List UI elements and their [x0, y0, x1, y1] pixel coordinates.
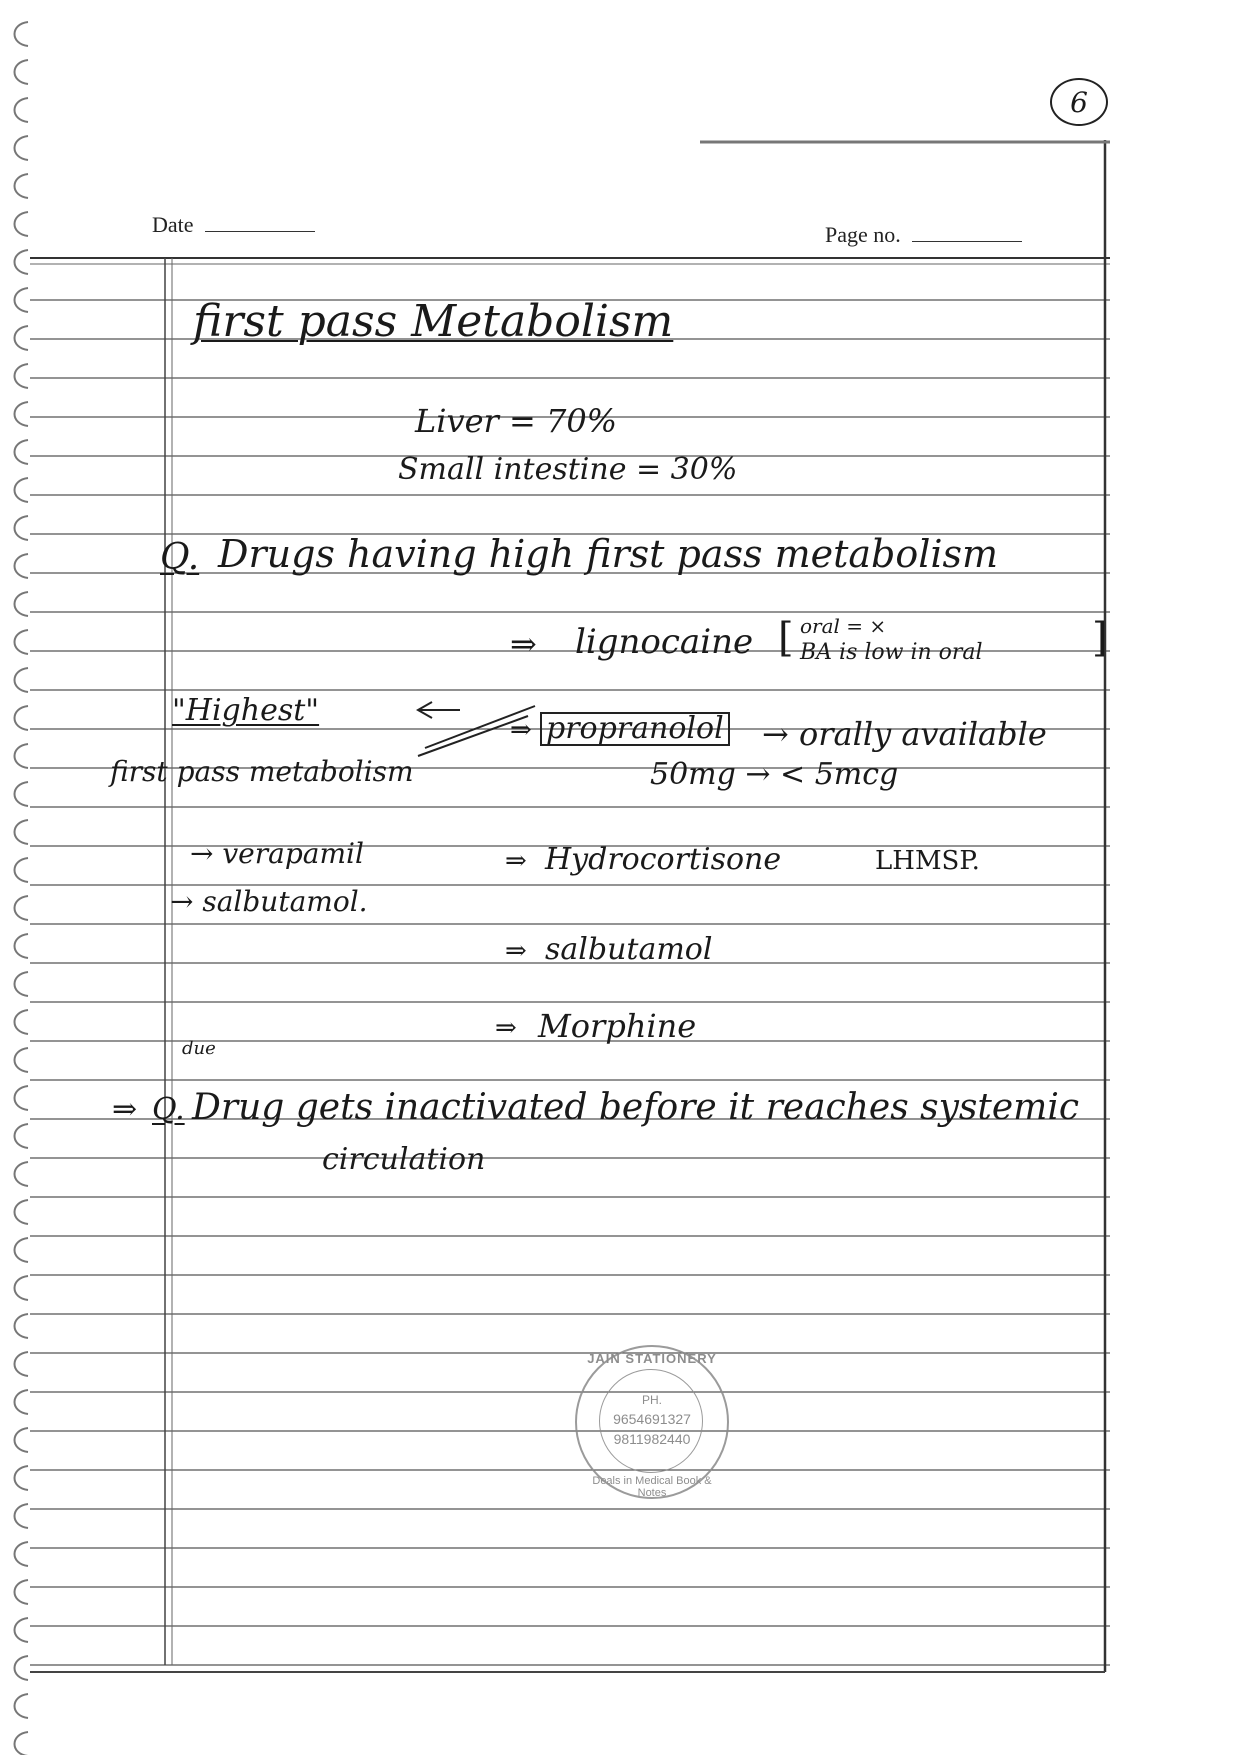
- left-salbutamol: → salbutamol.: [170, 885, 368, 918]
- drug-hydrocortisone: Hydrocortisone: [545, 842, 782, 877]
- arrow-hydrocortisone: ⇒: [505, 846, 527, 876]
- date-label: Date: [152, 212, 194, 237]
- drug-morphine: Morphine: [538, 1007, 697, 1045]
- propranolol-note: → orally available: [762, 715, 1047, 753]
- stationery-stamp: JAIN STATIONERY PH. 9654691327 9811982440 Deals in Medical Book & Notes: [575, 1345, 729, 1499]
- left-verapamil: → verapamil: [190, 837, 364, 870]
- page-no-label: Page no.: [825, 222, 901, 247]
- arrow-propranolol: ⇒: [510, 715, 532, 745]
- arrow-definition: ⇒: [112, 1092, 138, 1127]
- drug-lignocaine: lignocaine: [575, 622, 754, 662]
- def-line1: Drug gets inactivated before it reaches systemic: [192, 1087, 1079, 1128]
- arrow-salbutamol: ⇒: [505, 936, 527, 966]
- page-number: 6: [1050, 78, 1108, 126]
- notebook-page: 6 Date Page no. first pass Metabolism Liver = 70% Small intestine = 30% Q. Drugs having high first pass metabolism ⇒ lignocaine [ oral = × BA is low in oral ] "Highest" first pass metabolism ⇒ propranolol → orally available 50mg → < 5mcg → verapamil → salbutamol. ⇒ Hydrocortisone LHMSP. ⇒ salbutamol ⇒ Morphine due ⇒ Q. Drug gets inactivated before it reaches systemic circulation JAIN STATIONERY PH. 9654691327 9811982440 Deals in Medical Book & Notes: [0, 0, 1240, 1755]
- lignocaine-note-bottom: BA is low in oral: [800, 640, 983, 665]
- propranolol-dose: 50mg → < 5mcg: [650, 757, 899, 792]
- highest-sub: first pass metabolism: [110, 755, 414, 788]
- mnemonic: LHMSP.: [875, 846, 980, 876]
- notes-title: first pass Metabolism: [193, 296, 674, 347]
- drug-propranolol: propranolol: [540, 712, 730, 746]
- arrow-morphine: ⇒: [495, 1013, 517, 1043]
- question-marker: Q.: [160, 537, 200, 578]
- drug-salbutamol: salbutamol: [545, 932, 713, 967]
- def-small: due: [182, 1038, 216, 1059]
- liver-line: Liver = 70%: [415, 402, 618, 440]
- def-line2: circulation: [322, 1142, 486, 1177]
- lignocaine-note-top: oral = ×: [800, 614, 887, 638]
- intestine-line: Small intestine = 30%: [398, 452, 738, 487]
- question-line: Drugs having high first pass metabolism: [218, 532, 999, 576]
- def-marker: Q.: [152, 1092, 185, 1127]
- arrow-lignocaine: ⇒: [510, 625, 537, 663]
- highest-label: "Highest": [172, 693, 320, 728]
